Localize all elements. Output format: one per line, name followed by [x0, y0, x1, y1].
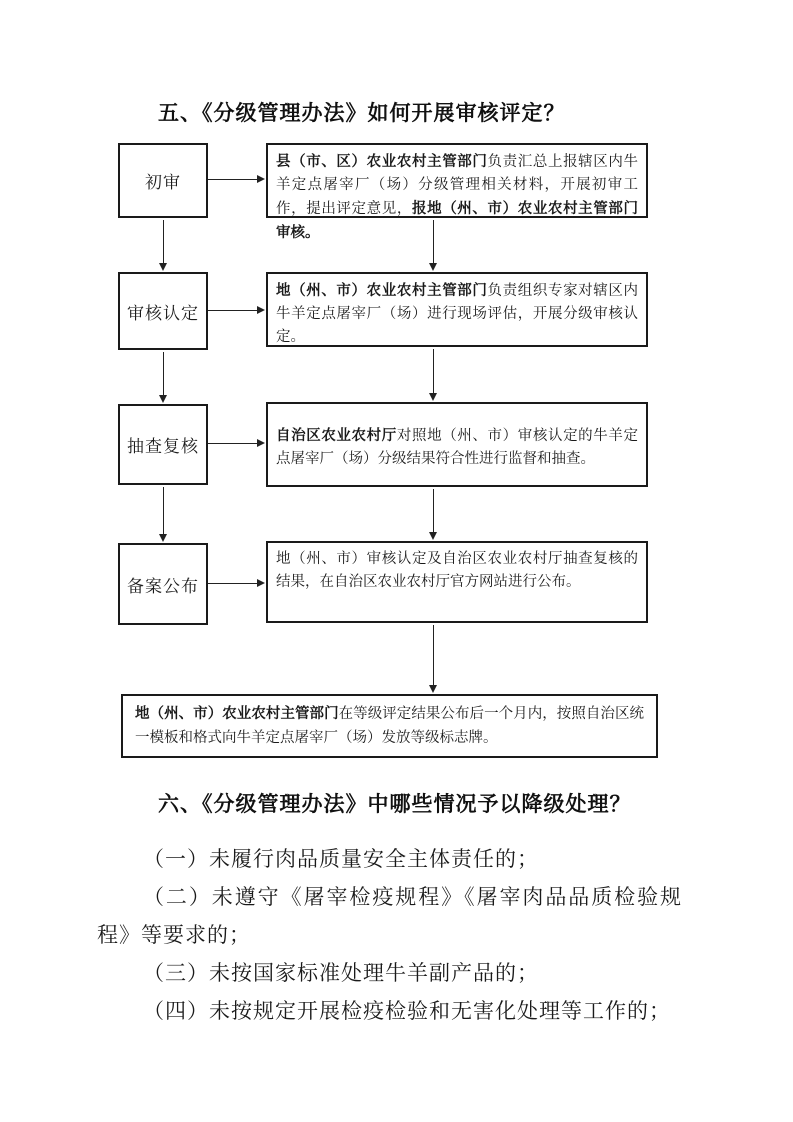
flow-desc-1-bold-tail: 报地（州、市）农业农村主管部门审核。	[276, 200, 639, 241]
flow-desc-1-bold-lead: 县（市、区）农业农村主管部门	[276, 153, 488, 170]
list-item-4: （四）未按规定开展检疫检验和无害化处理等工作的；	[143, 999, 671, 1023]
flow-stage-label-4: 备案公布	[127, 576, 199, 597]
flow-desc-3-body: 对照地（州、市）审核认定的牛羊定点屠宰厂（场）分级结果符合性进行监督和抽查。	[276, 428, 639, 467]
flow-stage-label-1: 初审	[145, 173, 181, 193]
arrow-down-icon-left-1	[163, 220, 164, 264]
flow-stage-label-2: 审核认定	[127, 303, 199, 324]
arrow-down-icon-left-2	[163, 352, 164, 396]
flow-final-note-box	[121, 694, 658, 758]
flow-desc-box-1	[266, 143, 648, 241]
flow-stage-box-4	[118, 543, 208, 625]
flow-desc-2-body: 负责组织专家对辖区内牛羊定点屠宰厂（场）进行现场评估，开展分级审核认定。	[276, 283, 639, 345]
arrow-down-icon-right-3	[433, 489, 434, 533]
flow-desc-box-3	[266, 402, 648, 487]
flow-stage-label-3: 抽查复核	[127, 437, 199, 457]
final-note-bold-lead: 地（州、市）农业农村主管部门	[135, 705, 339, 722]
list-item-2: （二）未遵守《屠宰检疫规程》《屠宰肉品品质检验规程》等要求的；	[97, 885, 682, 947]
arrow-down-icon-right-2	[433, 349, 434, 394]
flow-desc-1-body: 负责汇总上报辖区内牛羊定点屠宰厂（场）分级管理相关材料，开展初审工作，提出评定意见，	[276, 154, 639, 217]
list-item-3: （三）未按国家标准处理牛羊副产品的；	[143, 961, 539, 985]
section-six-heading: 六、《分级管理办法》中哪些情况予以降级处理？	[158, 793, 632, 816]
flow-stage-box-2	[118, 272, 208, 350]
final-note-body: 在等级评定结果公布后一个月内，按照自治区统一模板和格式向牛羊定点屠宰厂（场）发放等级标志牌。	[135, 706, 645, 746]
flow-desc-2-bold-lead: 地（州、市）农业农村主管部门	[276, 282, 488, 299]
arrow-down-icon-right-4	[433, 625, 434, 686]
arrow-right-icon-3	[208, 443, 258, 444]
list-item-1: （一）未履行肉品质量安全主体责任的；	[143, 847, 539, 871]
arrow-down-icon-left-3	[163, 487, 164, 535]
flow-desc-3-bold-lead: 自治区农业农村厅	[276, 427, 397, 444]
flow-desc-box-4	[266, 541, 648, 623]
arrow-right-icon-1	[208, 179, 258, 180]
flow-desc-box-2	[266, 272, 648, 347]
downgrade-conditions-list	[97, 840, 682, 1030]
arrow-right-icon-4	[208, 583, 258, 584]
flow-desc-4-body: 地（州、市）审核认定及自治区农业农村厅抽查复核的结果，在自治区农业农村厅官方网站进行公布。	[276, 551, 638, 590]
flow-stage-box-3	[118, 404, 208, 485]
section-five-heading: 五、《分级管理办法》如何开展审核评定？	[158, 102, 566, 125]
flow-stage-box-1	[118, 143, 208, 218]
arrow-down-icon-right-1	[433, 220, 434, 264]
arrow-right-icon-2	[208, 310, 258, 311]
